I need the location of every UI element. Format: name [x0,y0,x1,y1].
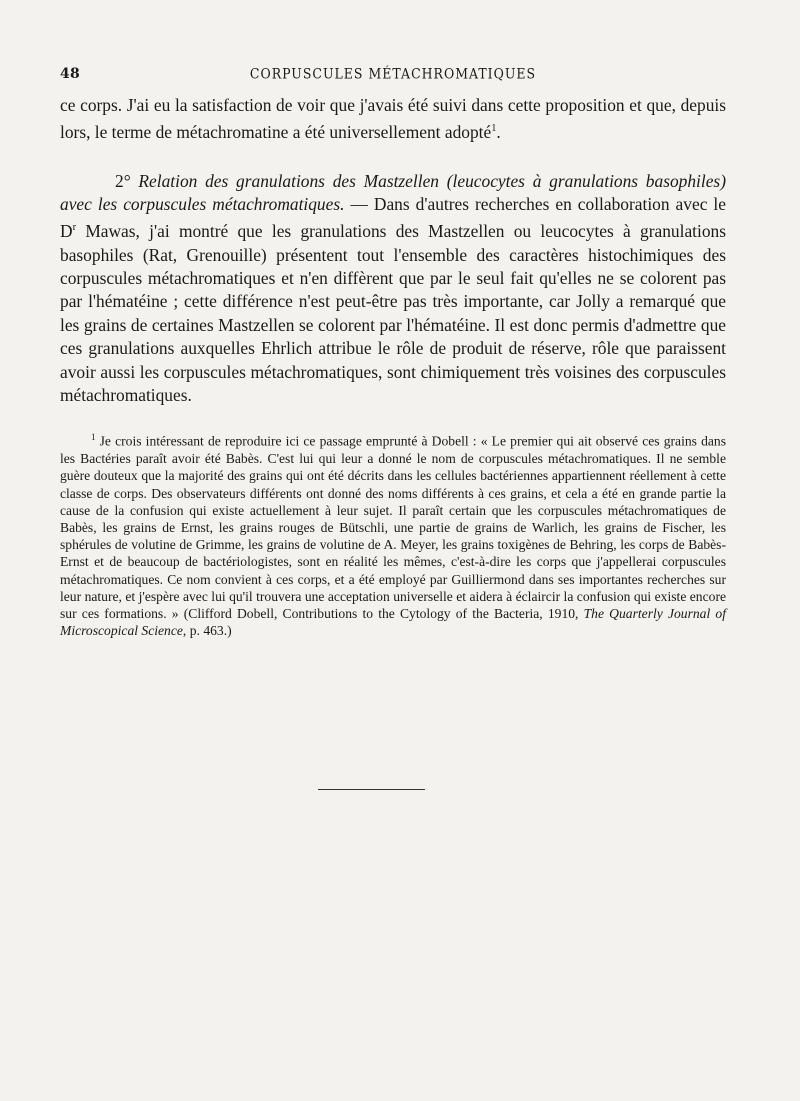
paragraph-text: Dans d'autres recherches en collaboration avec le D [60,194,726,242]
footnote-end: , p. 463.) [182,623,232,639]
running-header [60,66,726,90]
paragraph-section-2 [60,170,726,408]
page [60,66,726,639]
footnote-marker: 1 [91,432,96,443]
paragraph-text: ce corps. J'ai eu la satisfaction de voir que j'avais été suivi dans cette proposition et que, depuis lors, le terme de métachromatine a été universellement adopté [60,95,726,143]
footnote [60,429,726,639]
footnote-reference: 1 [491,123,497,135]
paragraph-continuation [60,94,726,145]
section-number: 2° [115,170,131,191]
paragraph-text-continued: Mawas, j'ai montré que les granulations des Mastzellen ou leucocytes à granulations basophiles (Rat, Grenouille) présentent tout l'ensemble des caractères histochimiques des corpuscules métachromatiques et n'en diffèrent que par le seul fait qu'elles ne se colorent pas par l'hématéine ; cette différence n'est peut-être pas très importante, car Jolly a remarqué que les grains de certaines Mastzellen se colorent par l'hématéine. Il est donc permis d'admettre que ces granulations auxquelles Ehrlich attribue le rôle de produit de réserve, rôle que paraissent avoir aussi les corpuscules métachromatiques, sont chimiquement très voisines des corpuscules métachromatiques. [60,221,726,406]
dr-superscript: r [72,222,77,234]
journal-title: The Quarterly Journal of Microscopical Science [60,606,726,639]
paragraph-end: . [496,122,501,143]
em-dash: — [344,194,374,215]
end-rule-divider [318,789,425,790]
running-title: CORPUSCULES MÉTACHROMATIQUES [249,65,537,82]
page-number: 48 [60,66,81,82]
section-title: Relation des granulations des Mastzellen (leucocytes à granulations basophiles) avec les corpuscules métachromatiques. [60,170,726,215]
footnote-text: Je crois intéressant de reproduire ici ce passage emprunté à Dobell : « Le premier qui ait observé ces grains dans les Bactéries paraît avoir été Babès. C'est lui qui leur a donné le nom de corpuscules métachromatiques. Il ne semble guère douteux que la majorité des grains qui ont été décrits dans les cellules bactériennes appartiennent réellement à cette classe de corps. Des observateurs différents ont donné des noms différents à ces grains, et cela a été en grande partie la cause de la confusion qui existe actuellement à leur sujet. Il paraît certain que les corpuscules métachromatiques de Babès, les grains de Ernst, les grains rouges de Bütschli, une partie de grains de Warlich, les grains de Fischer, les sphérules de volutine de Grimme, les grains de volutine de A. Meyer, les grains toxigènes de Behring, les corps de Babès-Ernst et de beaucoup de bactériologistes, sont en réalité les mêmes, c'est-à-dire les corps que j'appellerai corpuscules métachromatiques. Ce nom convient à ces corps, et a été employé par Guilliermond dans ses importantes recherches sur leur nature, et j'espère avec lui qu'il trouvera une acceptation universelle et aidera à éclaircir la confusion qui existe encore sur ces formations. » (Clifford Dobell, Contributions to the Cytology of the Bacteria, 1910, [60,434,726,622]
